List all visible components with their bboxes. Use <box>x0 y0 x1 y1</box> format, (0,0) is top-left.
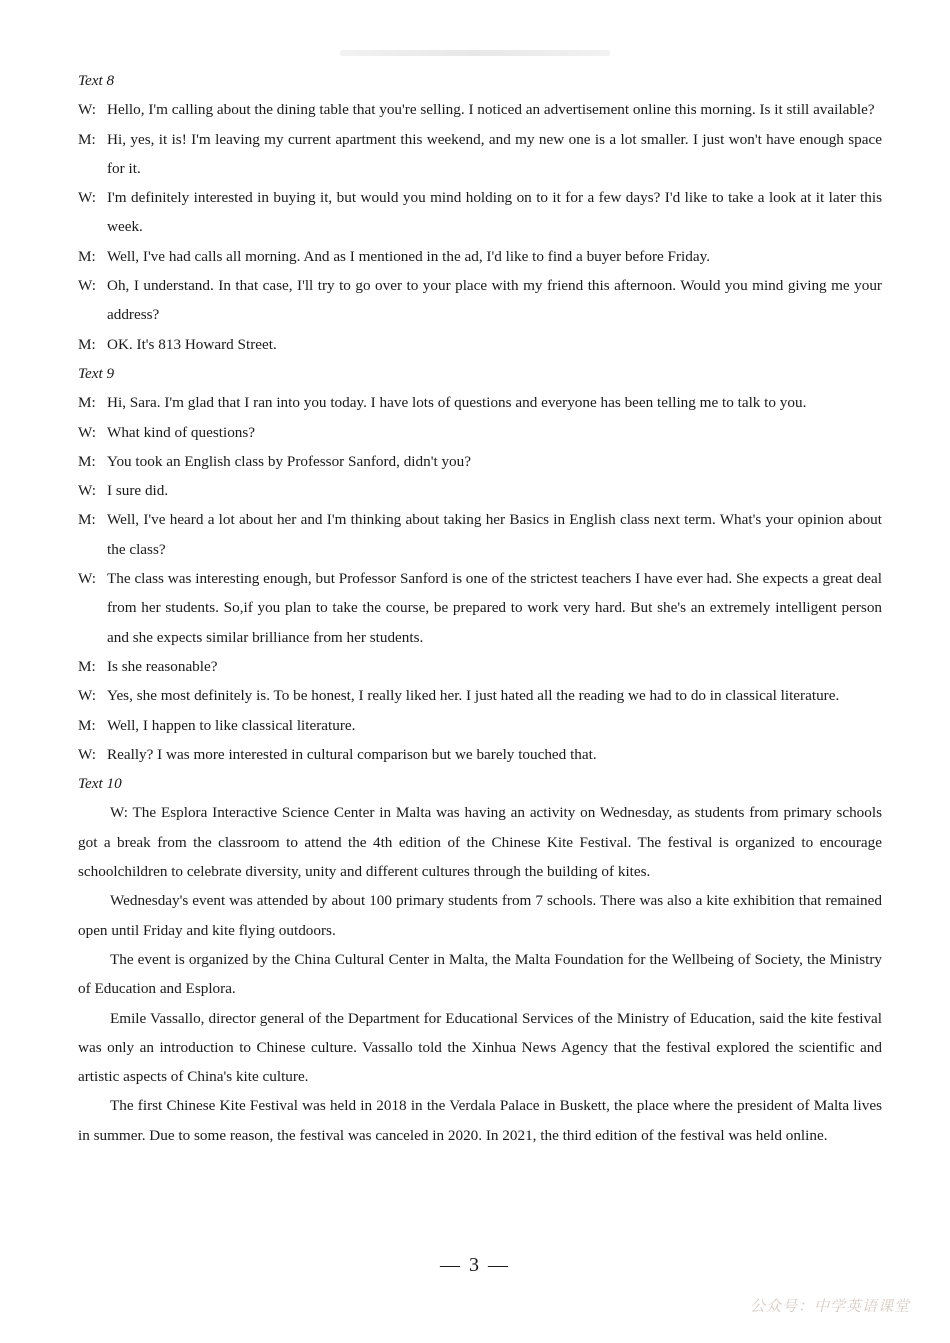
speaker-label: M: <box>78 657 96 675</box>
dialogue-line <box>78 183 882 242</box>
dialogue-line <box>78 740 882 769</box>
utterance-text: Hi, yes, it is! I'm leaving my current apartment this weekend, and my new one is a lot smaller. I just won't have enough space for it. <box>107 130 882 177</box>
passage-paragraph: Emile Vassallo, director general of the Department for Educational Services of the Ministry of Education, said the kite festival was only an introduction to Chinese culture. Vassallo told the Xinhua News Agency that the festival explored the scientific and artistic aspects of China's kite culture. <box>78 1009 882 1086</box>
dialogue-line <box>78 505 882 564</box>
dialogue-line <box>78 447 882 476</box>
section-heading: Text 9 <box>78 364 115 382</box>
utterance-text: Well, I've heard a lot about her and I'm thinking about taking her Basics in English class next term. What's your opinion about the class? <box>107 511 882 558</box>
passage-paragraph: Wednesday's event was attended by about 100 primary students from 7 schools. There was also a kite exhibition that remained open until Friday and kite flying outdoors. <box>78 892 882 939</box>
dialogue-line <box>78 271 882 330</box>
utterance-text: The class was interesting enough, but Professor Sanford is one of the strictest teachers I have ever had. She expects a great deal from her students. So,if you plan to take the course, be prepared to work very hard. But she's an extremely intelligent person and she expects similar brilliance from her students. <box>107 570 882 646</box>
speaker-label: W: <box>78 745 96 763</box>
header-strip <box>340 50 610 56</box>
utterance-text: I sure did. <box>107 482 169 500</box>
speaker-label: M: <box>78 716 96 734</box>
speaker-label: W: <box>78 101 96 119</box>
speaker-label: W: <box>78 189 96 207</box>
dialogue-line <box>78 681 882 710</box>
speaker-label: W: <box>78 277 96 295</box>
speaker-label: M: <box>78 394 96 412</box>
dialogue-line <box>78 711 882 740</box>
utterance-text: Oh, I understand. In that case, I'll try to go over to your place with my friend this afternoon. Would you mind giving me your address? <box>107 277 882 324</box>
section-heading: Text 10 <box>78 775 122 793</box>
dialogue-line <box>78 388 882 417</box>
speaker-label: W: <box>78 570 96 588</box>
section-text-8 <box>78 66 882 359</box>
utterance-text: OK. It's 813 Howard Street. <box>107 335 277 353</box>
dialogue-line <box>78 564 882 652</box>
speaker-label: W: <box>78 482 96 500</box>
speaker-label: M: <box>78 511 96 529</box>
utterance-text: Well, I happen to like classical literature. <box>107 716 356 734</box>
section-text-9 <box>78 359 882 769</box>
utterance-text: Is she reasonable? <box>107 657 218 675</box>
page-content <box>78 66 882 1150</box>
speaker-label: M: <box>78 452 96 470</box>
passage-paragraph: The first Chinese Kite Festival was held in 2018 in the Verdala Palace in Buskett, the place where the president of Malta lives in summer. Due to some reason, the festival was canceled in 2020. In 2021, the third edition of the festival was held online. <box>78 1097 882 1144</box>
utterance-text: Hello, I'm calling about the dining table that you're selling. I noticed an advertisement online this morning. Is it still available? <box>107 101 875 119</box>
speaker-label: M: <box>78 247 96 265</box>
dialogue-line <box>78 418 882 447</box>
utterance-text: You took an English class by Professor Sanford, didn't you? <box>107 452 471 470</box>
page-number: — 3 — <box>440 1254 510 1276</box>
passage-paragraph: W: The Esplora Interactive Science Center in Malta was having an activity on Wednesday, as students from primary schools got a break from the classroom to attend the 4th edition of the Chinese Kite Festival. The festival is organized to encourage schoolchildren to celebrate diversity, unity and different cultures through the building of kites. <box>78 804 882 881</box>
section-heading: Text 8 <box>78 72 115 89</box>
dialogue-line <box>78 242 882 271</box>
utterance-text: Really? I was more interested in cultural comparison but we barely touched that. <box>107 745 597 763</box>
utterance-text: Yes, she most definitely is. To be honest, I really liked her. I just hated all the reading we had to do in classical literature. <box>107 687 840 705</box>
section-text-10 <box>78 769 882 1150</box>
speaker-label: M: <box>78 335 96 353</box>
utterance-text: What kind of questions? <box>107 423 256 441</box>
speaker-label: M: <box>78 130 96 148</box>
dialogue-line <box>78 95 882 124</box>
dialogue-line <box>78 330 882 359</box>
utterance-text: I'm definitely interested in buying it, but would you mind holding on to it for a few days? I'd like to take a look at it later this week. <box>107 189 882 236</box>
watermark: 公众号：中学英语课堂 <box>749 1297 910 1315</box>
utterance-text: Hi, Sara. I'm glad that I ran into you today. I have lots of questions and everyone has been telling me to talk to you. <box>107 394 807 412</box>
dialogue-line <box>78 652 882 681</box>
dialogue-line <box>78 125 882 184</box>
speaker-label: W: <box>78 423 96 441</box>
speaker-label: W: <box>78 687 96 705</box>
utterance-text: Well, I've had calls all morning. And as I mentioned in the ad, I'd like to find a buyer before Friday. <box>107 247 711 265</box>
dialogue-line <box>78 476 882 505</box>
passage-paragraph: The event is organized by the China Cultural Center in Malta, the Malta Foundation for the Wellbeing of Society, the Ministry of Education and Esplora. <box>78 950 882 998</box>
